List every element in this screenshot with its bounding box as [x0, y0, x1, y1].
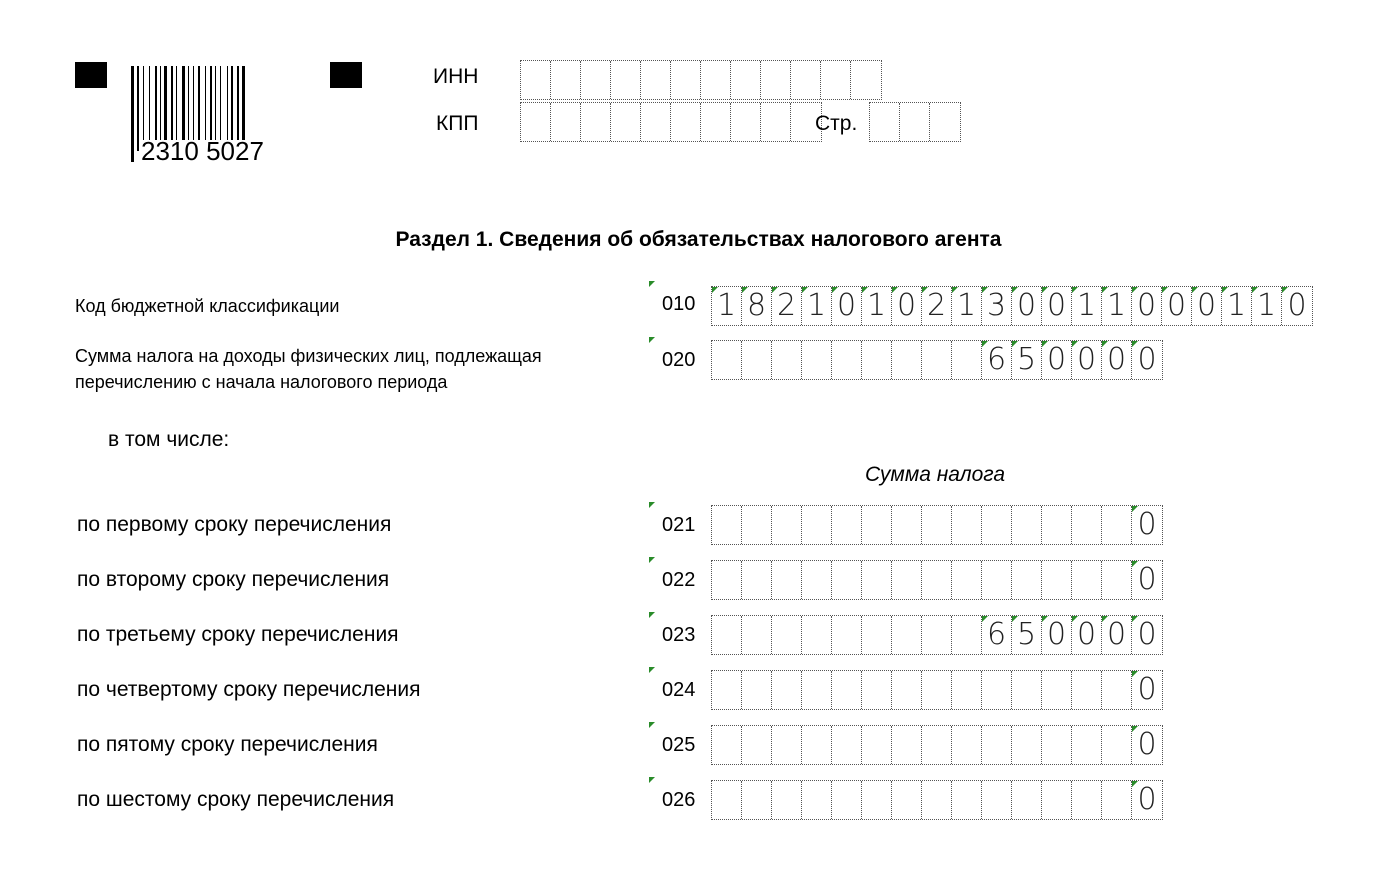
- term-024-label: по четвертому сроку перечисления: [77, 678, 421, 701]
- digit-cell[interactable]: 5: [1012, 616, 1042, 654]
- digit-cell[interactable]: [952, 671, 982, 709]
- digit-cell[interactable]: [832, 726, 862, 764]
- digit-cell[interactable]: 0: [1132, 341, 1162, 379]
- digit-cell[interactable]: [581, 103, 611, 141]
- digit-cell[interactable]: [922, 671, 952, 709]
- digit-cell[interactable]: [922, 616, 952, 654]
- term-024-field[interactable]: [711, 670, 1163, 710]
- digit-cell[interactable]: [742, 561, 772, 599]
- digit-cell[interactable]: 1: [802, 287, 832, 325]
- digit-cell[interactable]: [611, 103, 641, 141]
- digit-cell[interactable]: [892, 781, 922, 819]
- digit-cell[interactable]: 0: [1132, 616, 1162, 654]
- digit-cell[interactable]: 1: [1102, 287, 1132, 325]
- digit-cell[interactable]: [701, 103, 731, 141]
- digit-cell[interactable]: [1042, 726, 1072, 764]
- digit-cell[interactable]: [1102, 671, 1132, 709]
- digit-cell[interactable]: [930, 103, 960, 141]
- term-021-label: по первому сроку перечисления: [77, 513, 392, 536]
- digit-cell[interactable]: 1: [952, 287, 982, 325]
- digit-cell[interactable]: [892, 671, 922, 709]
- digit-cell[interactable]: [982, 506, 1012, 544]
- digit-cell[interactable]: 0: [832, 287, 862, 325]
- digit-cell[interactable]: 1: [712, 287, 742, 325]
- digit-cell[interactable]: [952, 506, 982, 544]
- digit-cell[interactable]: 0: [1012, 287, 1042, 325]
- digit-cell[interactable]: [731, 61, 761, 99]
- digit-cell[interactable]: [892, 341, 922, 379]
- digit-cell[interactable]: [772, 726, 802, 764]
- digit-cell[interactable]: [922, 561, 952, 599]
- digit-cell[interactable]: [862, 726, 892, 764]
- digit-cell[interactable]: [551, 61, 581, 99]
- barcode: [131, 66, 299, 166]
- inn-field[interactable]: [520, 60, 882, 100]
- term-023-label: по третьему сроку перечисления: [77, 623, 399, 646]
- barcode-bar: [131, 66, 134, 162]
- digit-cell[interactable]: [521, 103, 551, 141]
- digit-cell[interactable]: [742, 671, 772, 709]
- digit-cell[interactable]: [952, 341, 982, 379]
- digit-cell[interactable]: [671, 103, 701, 141]
- digit-cell[interactable]: [802, 616, 832, 654]
- digit-cell[interactable]: [892, 561, 922, 599]
- alignment-marker-left: [75, 62, 107, 88]
- digit-cell[interactable]: [712, 781, 742, 819]
- digit-cell[interactable]: 2: [922, 287, 952, 325]
- digit-cell[interactable]: [922, 341, 952, 379]
- digit-cell[interactable]: [761, 61, 791, 99]
- inn-label: ИНН: [433, 65, 479, 88]
- digit-cell[interactable]: 3: [982, 287, 1012, 325]
- line-020-field[interactable]: [711, 340, 1163, 380]
- term-026-label: по шестому сроку перечисления: [77, 788, 395, 811]
- digit-cell[interactable]: [712, 341, 742, 379]
- line-020-label-line1: Сумма налога на доходы физических лиц, подлежащая: [75, 346, 542, 366]
- digit-cell[interactable]: [922, 726, 952, 764]
- digit-cell[interactable]: 0: [1102, 616, 1132, 654]
- digit-cell[interactable]: [922, 781, 952, 819]
- digit-cell[interactable]: [761, 103, 791, 141]
- digit-cell[interactable]: [712, 616, 742, 654]
- digit-cell[interactable]: [832, 781, 862, 819]
- digit-cell[interactable]: [862, 781, 892, 819]
- digit-cell[interactable]: [742, 616, 772, 654]
- term-026-field[interactable]: [711, 780, 1163, 820]
- digit-cell[interactable]: [1072, 561, 1102, 599]
- digit-cell[interactable]: [952, 726, 982, 764]
- digit-cell[interactable]: 0: [1192, 287, 1222, 325]
- digit-cell[interactable]: [712, 671, 742, 709]
- digit-cell[interactable]: 0: [1132, 287, 1162, 325]
- digit-cell[interactable]: 0: [1072, 341, 1102, 379]
- digit-cell[interactable]: [802, 781, 832, 819]
- digit-cell[interactable]: [1102, 781, 1132, 819]
- term-024-code: 024: [662, 679, 696, 701]
- digit-cell[interactable]: [641, 61, 671, 99]
- digit-cell[interactable]: [900, 103, 930, 141]
- tax-amount-heading: Сумма налога: [865, 463, 1006, 486]
- digit-cell[interactable]: [772, 561, 802, 599]
- digit-cell[interactable]: [1102, 561, 1132, 599]
- digit-cell[interactable]: [1102, 506, 1132, 544]
- digit-cell[interactable]: [862, 506, 892, 544]
- line-010-code: 010: [662, 293, 696, 315]
- term-021-field[interactable]: [711, 505, 1163, 545]
- digit-cell[interactable]: 0: [1042, 287, 1072, 325]
- digit-cell[interactable]: [772, 671, 802, 709]
- digit-cell[interactable]: [982, 781, 1012, 819]
- alignment-marker-right: [330, 62, 362, 88]
- digit-cell[interactable]: 0: [1282, 287, 1312, 325]
- digit-cell[interactable]: [870, 103, 900, 141]
- digit-cell[interactable]: 0: [1042, 341, 1072, 379]
- digit-cell[interactable]: [1072, 506, 1102, 544]
- digit-cell[interactable]: 0: [1132, 781, 1162, 819]
- digit-cell[interactable]: [862, 671, 892, 709]
- digit-cell[interactable]: [952, 561, 982, 599]
- barcode-number: 2310 5027: [141, 136, 264, 166]
- kpp-label: КПП: [436, 112, 479, 135]
- term-022-code: 022: [662, 569, 696, 591]
- line-020-code: 020: [662, 349, 696, 371]
- digit-cell[interactable]: [851, 61, 881, 99]
- digit-cell[interactable]: 5: [1012, 341, 1042, 379]
- digit-cell[interactable]: 0: [1162, 287, 1192, 325]
- digit-cell[interactable]: [832, 561, 862, 599]
- digit-cell[interactable]: [1012, 781, 1042, 819]
- digit-cell[interactable]: [982, 671, 1012, 709]
- digit-cell[interactable]: 0: [1102, 341, 1132, 379]
- term-023-code: 023: [662, 624, 696, 646]
- digit-cell[interactable]: [1042, 561, 1072, 599]
- digit-cell[interactable]: [1012, 561, 1042, 599]
- digit-cell[interactable]: [521, 61, 551, 99]
- page-label: Стр.: [815, 112, 858, 135]
- line-010-label: Код бюджетной классификации: [75, 296, 340, 316]
- line-020-label-line2: перечислению с начала налогового периода: [75, 372, 448, 392]
- digit-cell[interactable]: [802, 341, 832, 379]
- digit-cell[interactable]: [791, 61, 821, 99]
- digit-cell[interactable]: [862, 616, 892, 654]
- digit-cell[interactable]: [802, 506, 832, 544]
- digit-cell[interactable]: 1: [1222, 287, 1252, 325]
- digit-cell[interactable]: [1012, 671, 1042, 709]
- digit-cell[interactable]: 1: [1072, 287, 1102, 325]
- term-022-label: по второму сроку перечисления: [77, 568, 390, 591]
- digit-cell[interactable]: [1042, 671, 1072, 709]
- digit-cell[interactable]: [862, 561, 892, 599]
- digit-cell[interactable]: [742, 341, 772, 379]
- digit-cell[interactable]: [772, 616, 802, 654]
- digit-cell[interactable]: [952, 616, 982, 654]
- digit-cell[interactable]: [832, 341, 862, 379]
- digit-cell[interactable]: [832, 671, 862, 709]
- digit-cell[interactable]: [832, 616, 862, 654]
- digit-cell[interactable]: [892, 726, 922, 764]
- digit-cell[interactable]: [892, 616, 922, 654]
- digit-cell[interactable]: 1: [1252, 287, 1282, 325]
- digit-cell[interactable]: 0: [1132, 671, 1162, 709]
- digit-cell[interactable]: [1012, 726, 1042, 764]
- digit-cell[interactable]: 0: [1132, 506, 1162, 544]
- digit-cell[interactable]: [772, 341, 802, 379]
- digit-cell[interactable]: [1072, 726, 1102, 764]
- page-number-field[interactable]: [869, 102, 961, 142]
- digit-cell[interactable]: [742, 726, 772, 764]
- digit-cell[interactable]: [802, 671, 832, 709]
- including-label: в том числе:: [108, 428, 230, 451]
- digit-cell[interactable]: [742, 781, 772, 819]
- kpp-field[interactable]: [520, 102, 822, 142]
- digit-cell[interactable]: [892, 506, 922, 544]
- digit-cell[interactable]: [1072, 671, 1102, 709]
- digit-cell[interactable]: [772, 506, 802, 544]
- digit-cell[interactable]: [772, 781, 802, 819]
- digit-cell[interactable]: [1042, 506, 1072, 544]
- digit-cell[interactable]: 6: [982, 616, 1012, 654]
- term-026-code: 026: [662, 789, 696, 811]
- term-023-field[interactable]: [711, 615, 1163, 655]
- digit-cell[interactable]: [952, 781, 982, 819]
- digit-cell[interactable]: [1102, 726, 1132, 764]
- digit-cell[interactable]: [802, 561, 832, 599]
- digit-cell[interactable]: [712, 561, 742, 599]
- digit-cell[interactable]: 0: [1132, 561, 1162, 599]
- digit-cell[interactable]: [742, 506, 772, 544]
- digit-cell[interactable]: [731, 103, 761, 141]
- section-title: Раздел 1. Сведения об обязательствах налогового агента: [395, 228, 1002, 251]
- digit-cell[interactable]: [862, 341, 892, 379]
- digit-cell[interactable]: [802, 726, 832, 764]
- digit-cell[interactable]: [581, 61, 611, 99]
- digit-cell[interactable]: 1: [862, 287, 892, 325]
- barcode-bar: [137, 66, 139, 151]
- term-025-label: по пятому сроку перечисления: [77, 733, 378, 756]
- digit-cell[interactable]: 8: [742, 287, 772, 325]
- digit-cell[interactable]: [712, 506, 742, 544]
- digit-cell[interactable]: [1042, 781, 1072, 819]
- digit-cell[interactable]: 0: [1072, 616, 1102, 654]
- digit-cell[interactable]: 0: [1132, 726, 1162, 764]
- term-022-field[interactable]: [711, 560, 1163, 600]
- term-021-code: 021: [662, 514, 696, 536]
- digit-cell[interactable]: [1012, 506, 1042, 544]
- digit-cell[interactable]: 0: [892, 287, 922, 325]
- digit-cell[interactable]: [671, 61, 701, 99]
- term-025-field[interactable]: [711, 725, 1163, 765]
- digit-cell[interactable]: [611, 61, 641, 99]
- digit-cell[interactable]: [1072, 781, 1102, 819]
- digit-cell[interactable]: [712, 726, 742, 764]
- digit-cell[interactable]: [641, 103, 671, 141]
- digit-cell[interactable]: [551, 103, 581, 141]
- digit-cell[interactable]: [982, 726, 1012, 764]
- digit-cell[interactable]: [821, 61, 851, 99]
- digit-cell[interactable]: 6: [982, 341, 1012, 379]
- term-025-code: 025: [662, 734, 696, 756]
- digit-cell[interactable]: [982, 561, 1012, 599]
- digit-cell[interactable]: 0: [1042, 616, 1072, 654]
- line-010-field[interactable]: [711, 286, 1313, 326]
- digit-cell[interactable]: [701, 61, 731, 99]
- digit-cell[interactable]: 2: [772, 287, 802, 325]
- digit-cell[interactable]: [832, 506, 862, 544]
- digit-cell[interactable]: [922, 506, 952, 544]
